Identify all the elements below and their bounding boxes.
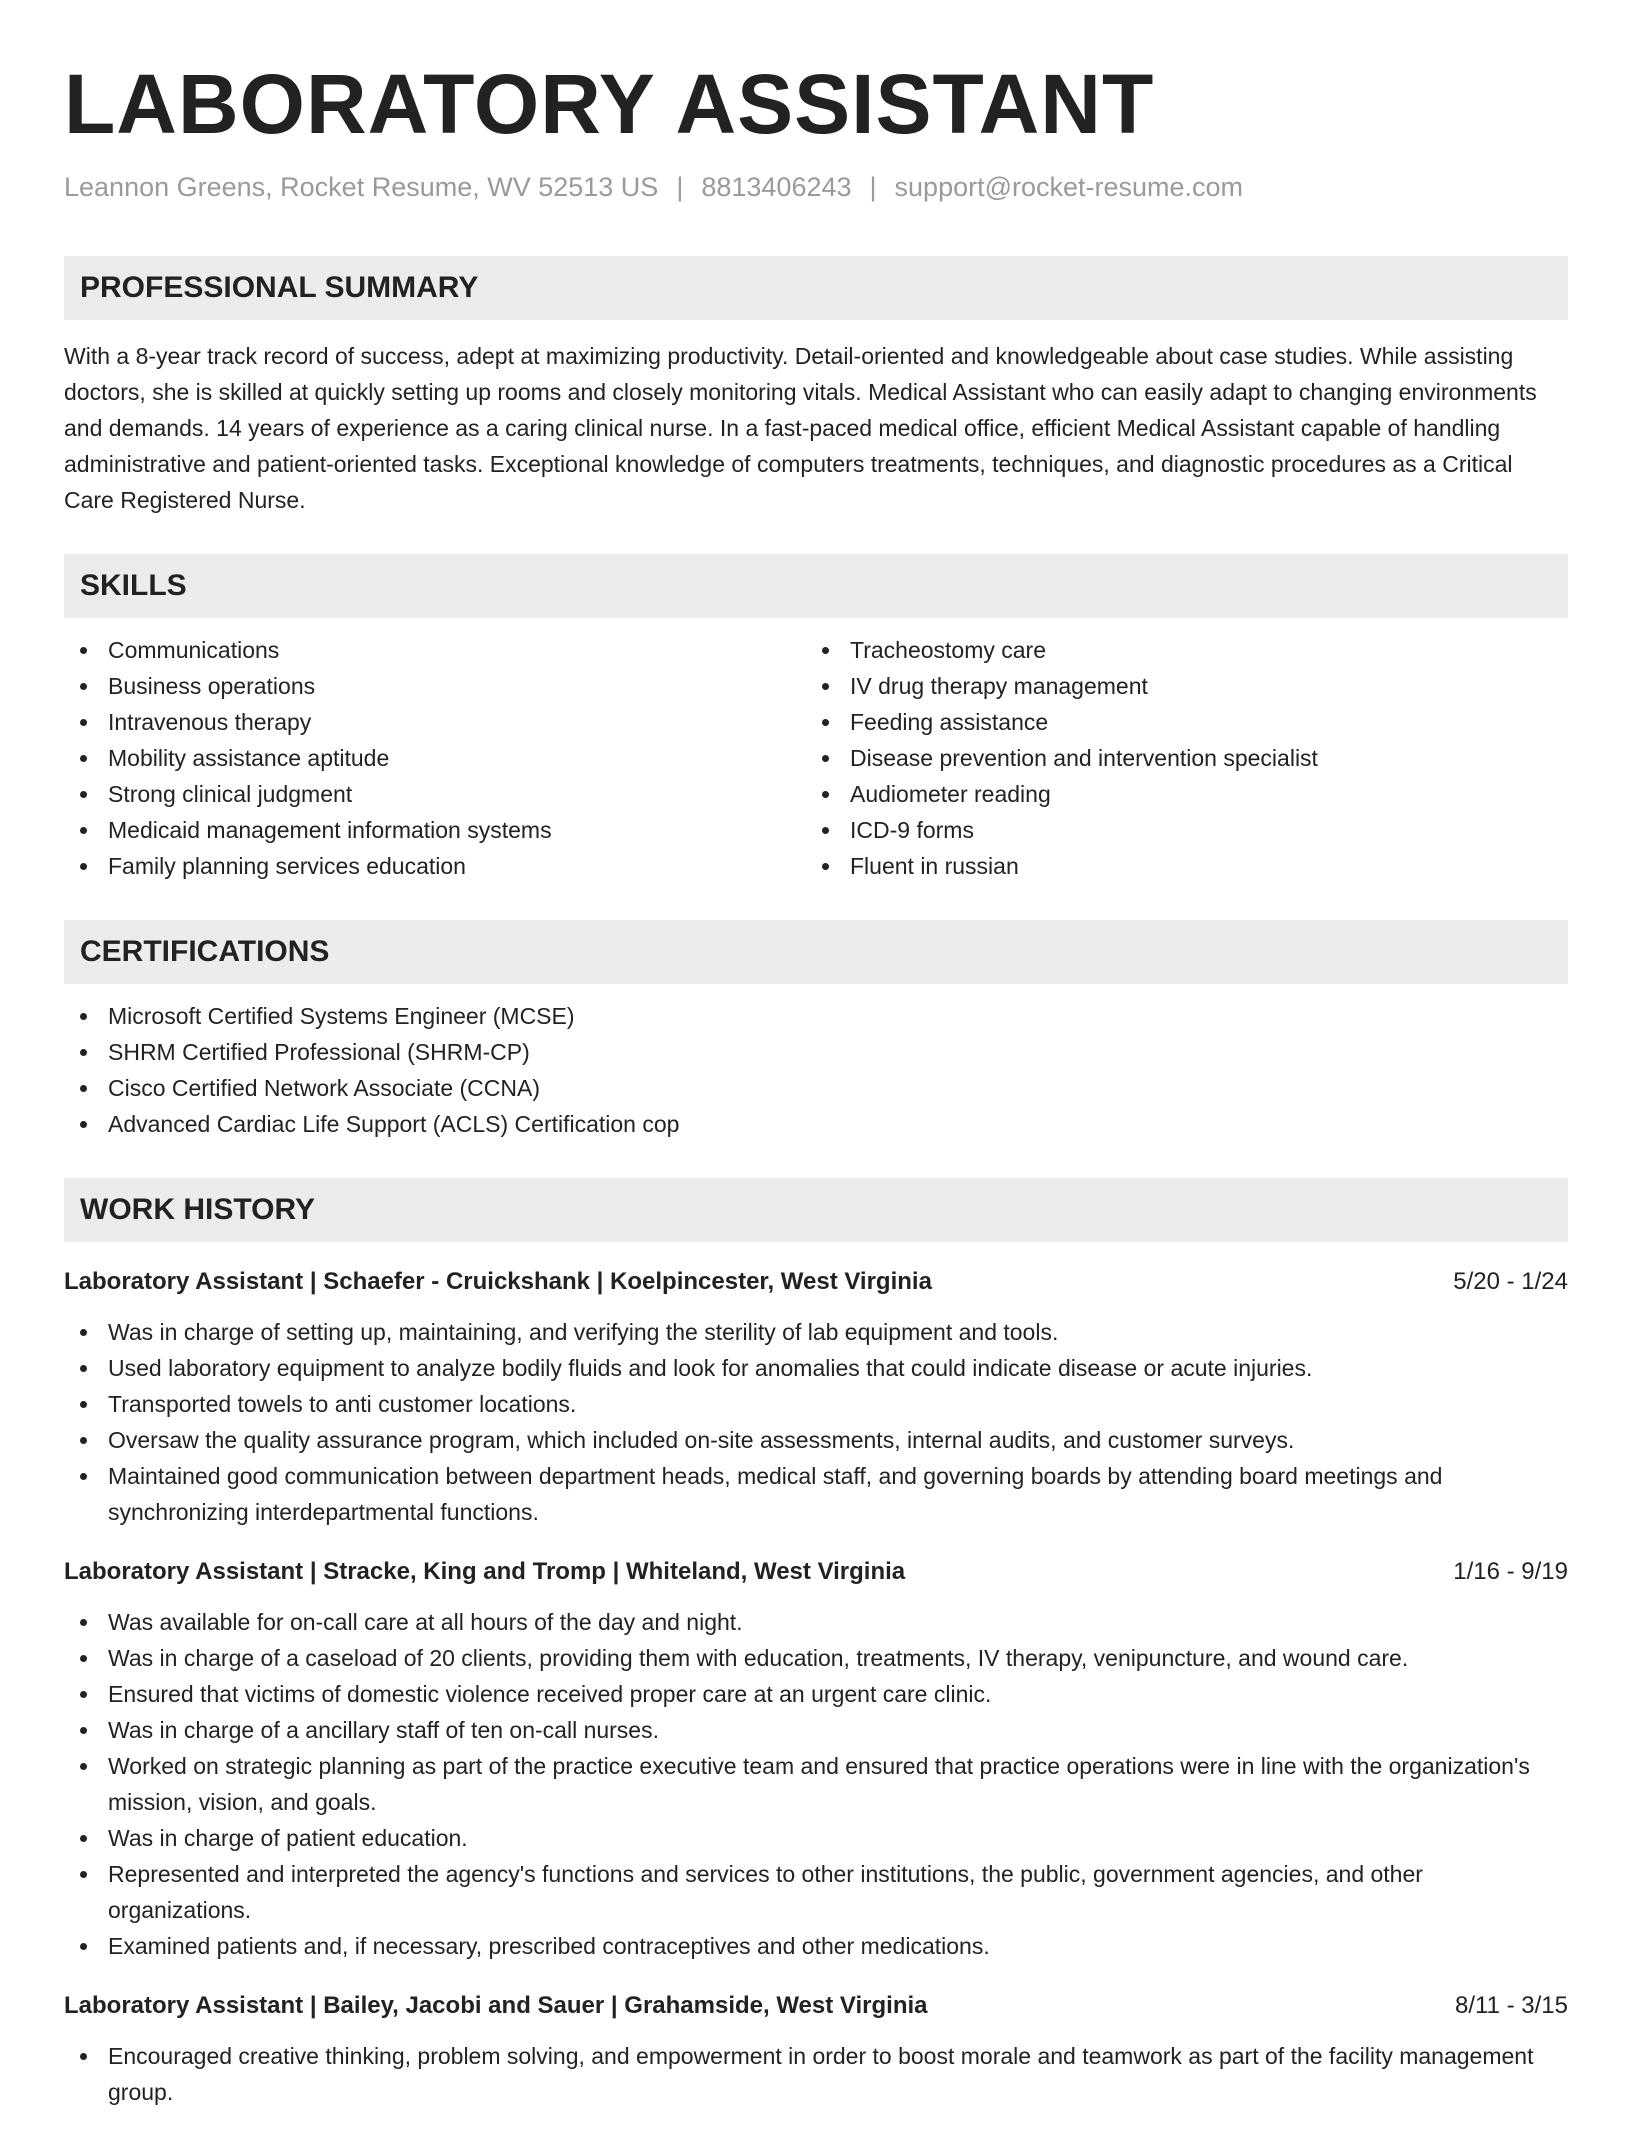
job-title: Laboratory Assistant | Bailey, Jacobi and Sauer | Grahamside, West Virginia <box>64 1992 928 2019</box>
job-entry <box>64 1264 1568 1530</box>
resume-page <box>64 0 1568 2134</box>
job-bullets <box>64 1604 1568 1964</box>
skill-item: Mobility assistance aptitude <box>64 740 806 776</box>
job-entry <box>64 1988 1568 2110</box>
skill-item: Intravenous therapy <box>64 704 806 740</box>
job-dates: 8/11 - 3/15 <box>1455 1992 1568 2019</box>
job-bullets <box>64 1314 1568 1530</box>
job-bullet: Was in charge of setting up, maintaining, and verifying the sterility of lab equipment and tools. <box>64 1314 1568 1350</box>
skill-item: Tracheostomy care <box>806 632 1548 668</box>
job-title: Laboratory Assistant | Schaefer - Cruickshank | Koelpincester, West Virginia <box>64 1268 932 1295</box>
job-bullet: Was available for on-call care at all hours of the day and night. <box>64 1604 1568 1640</box>
section-heading-skills: SKILLS <box>64 554 1568 618</box>
skill-item: Audiometer reading <box>806 776 1548 812</box>
job-bullet: Ensured that victims of domestic violence received proper care at an urgent care clinic. <box>64 1676 1568 1712</box>
certification-item: SHRM Certified Professional (SHRM-CP) <box>64 1034 1568 1070</box>
job-bullet: Represented and interpreted the agency's functions and services to other institutions, the public, government agencies, and other organizations. <box>64 1856 1568 1928</box>
contact-separator: | <box>676 172 684 202</box>
contact-address: Leannon Greens, Rocket Resume, WV 52513 US <box>64 172 659 202</box>
skill-item: IV drug therapy management <box>806 668 1548 704</box>
job-bullets <box>64 2038 1568 2110</box>
job-bullet: Oversaw the quality assurance program, which included on-site assessments, internal audits, and customer surveys. <box>64 1422 1568 1458</box>
certification-item: Cisco Certified Network Associate (CCNA) <box>64 1070 1568 1106</box>
job-title: Laboratory Assistant | Stracke, King and Tromp | Whiteland, West Virginia <box>64 1558 906 1585</box>
job-entry <box>64 1554 1568 1964</box>
job-dates: 1/16 - 9/19 <box>1453 1558 1568 1585</box>
skills-list-left <box>64 632 806 884</box>
skill-item: Strong clinical judgment <box>64 776 806 812</box>
contact-line <box>64 170 1568 204</box>
contact-email: support@rocket-resume.com <box>894 172 1244 202</box>
skills-grid <box>64 632 1568 884</box>
job-bullet: Maintained good communication between department heads, medical staff, and governing boards by attending board meetings and synchronizing interdepartmental functions. <box>64 1458 1568 1530</box>
job-bullet: Transported towels to anti customer locations. <box>64 1386 1568 1422</box>
job-bullet: Was in charge of patient education. <box>64 1820 1568 1856</box>
skill-item: Business operations <box>64 668 806 704</box>
certifications-list <box>64 998 1568 1142</box>
job-bullet: Used laboratory equipment to analyze bodily fluids and look for anomalies that could indicate disease or acute injuries. <box>64 1350 1568 1386</box>
summary-text: With a 8-year track record of success, adept at maximizing productivity. Detail-oriented and knowledgeable about case studies. While assisting doctors, she is skilled at quickly setting up rooms and closely monitoring vitals. Medical Assistant who can easily adapt to changing environments and demands. 14 years of experience as a caring clinical nurse. In a fast-paced medical office, efficient Medical Assistant capable of handling administrative and patient-oriented tasks. Exceptional knowledge of computers treatments, techniques, and diagnostic procedures as a Critical Care Registered Nurse. <box>64 343 1537 513</box>
certification-item: Advanced Cardiac Life Support (ACLS) Certification cop <box>64 1106 1568 1142</box>
skill-item: ICD-9 forms <box>806 812 1548 848</box>
section-heading-summary: PROFESSIONAL SUMMARY <box>64 256 1568 320</box>
skills-list-right <box>806 632 1548 884</box>
job-dates: 5/20 - 1/24 <box>1453 1268 1568 1295</box>
job-bullet: Was in charge of a caseload of 20 clients, providing them with education, treatments, IV therapy, venipuncture, and wound care. <box>64 1640 1568 1676</box>
job-header <box>64 1988 1568 2024</box>
job-bullet: Was in charge of a ancillary staff of ten on-call nurses. <box>64 1712 1568 1748</box>
skill-item: Medicaid management information systems <box>64 812 806 848</box>
job-bullet: Worked on strategic planning as part of the practice executive team and ensured that practice operations were in line with the organization's mission, vision, and goals. <box>64 1748 1568 1820</box>
job-bullet: Encouraged creative thinking, problem solving, and empowerment in order to boost morale and teamwork as part of the facility management group. <box>64 2038 1568 2110</box>
job-header <box>64 1554 1568 1590</box>
skill-item: Family planning services education <box>64 848 806 884</box>
skill-item: Feeding assistance <box>806 704 1548 740</box>
contact-phone: 8813406243 <box>701 172 852 202</box>
certification-item: Microsoft Certified Systems Engineer (MCSE) <box>64 998 1568 1034</box>
resume-name: LABORATORY ASSISTANT <box>64 57 1155 151</box>
skill-item: Communications <box>64 632 806 668</box>
skill-item: Fluent in russian <box>806 848 1548 884</box>
section-heading-work-history: WORK HISTORY <box>64 1178 1568 1242</box>
contact-separator: | <box>869 172 877 202</box>
skill-item: Disease prevention and intervention specialist <box>806 740 1548 776</box>
job-header <box>64 1264 1568 1300</box>
section-heading-certifications: CERTIFICATIONS <box>64 920 1568 984</box>
job-bullet: Examined patients and, if necessary, prescribed contraceptives and other medications. <box>64 1928 1568 1964</box>
